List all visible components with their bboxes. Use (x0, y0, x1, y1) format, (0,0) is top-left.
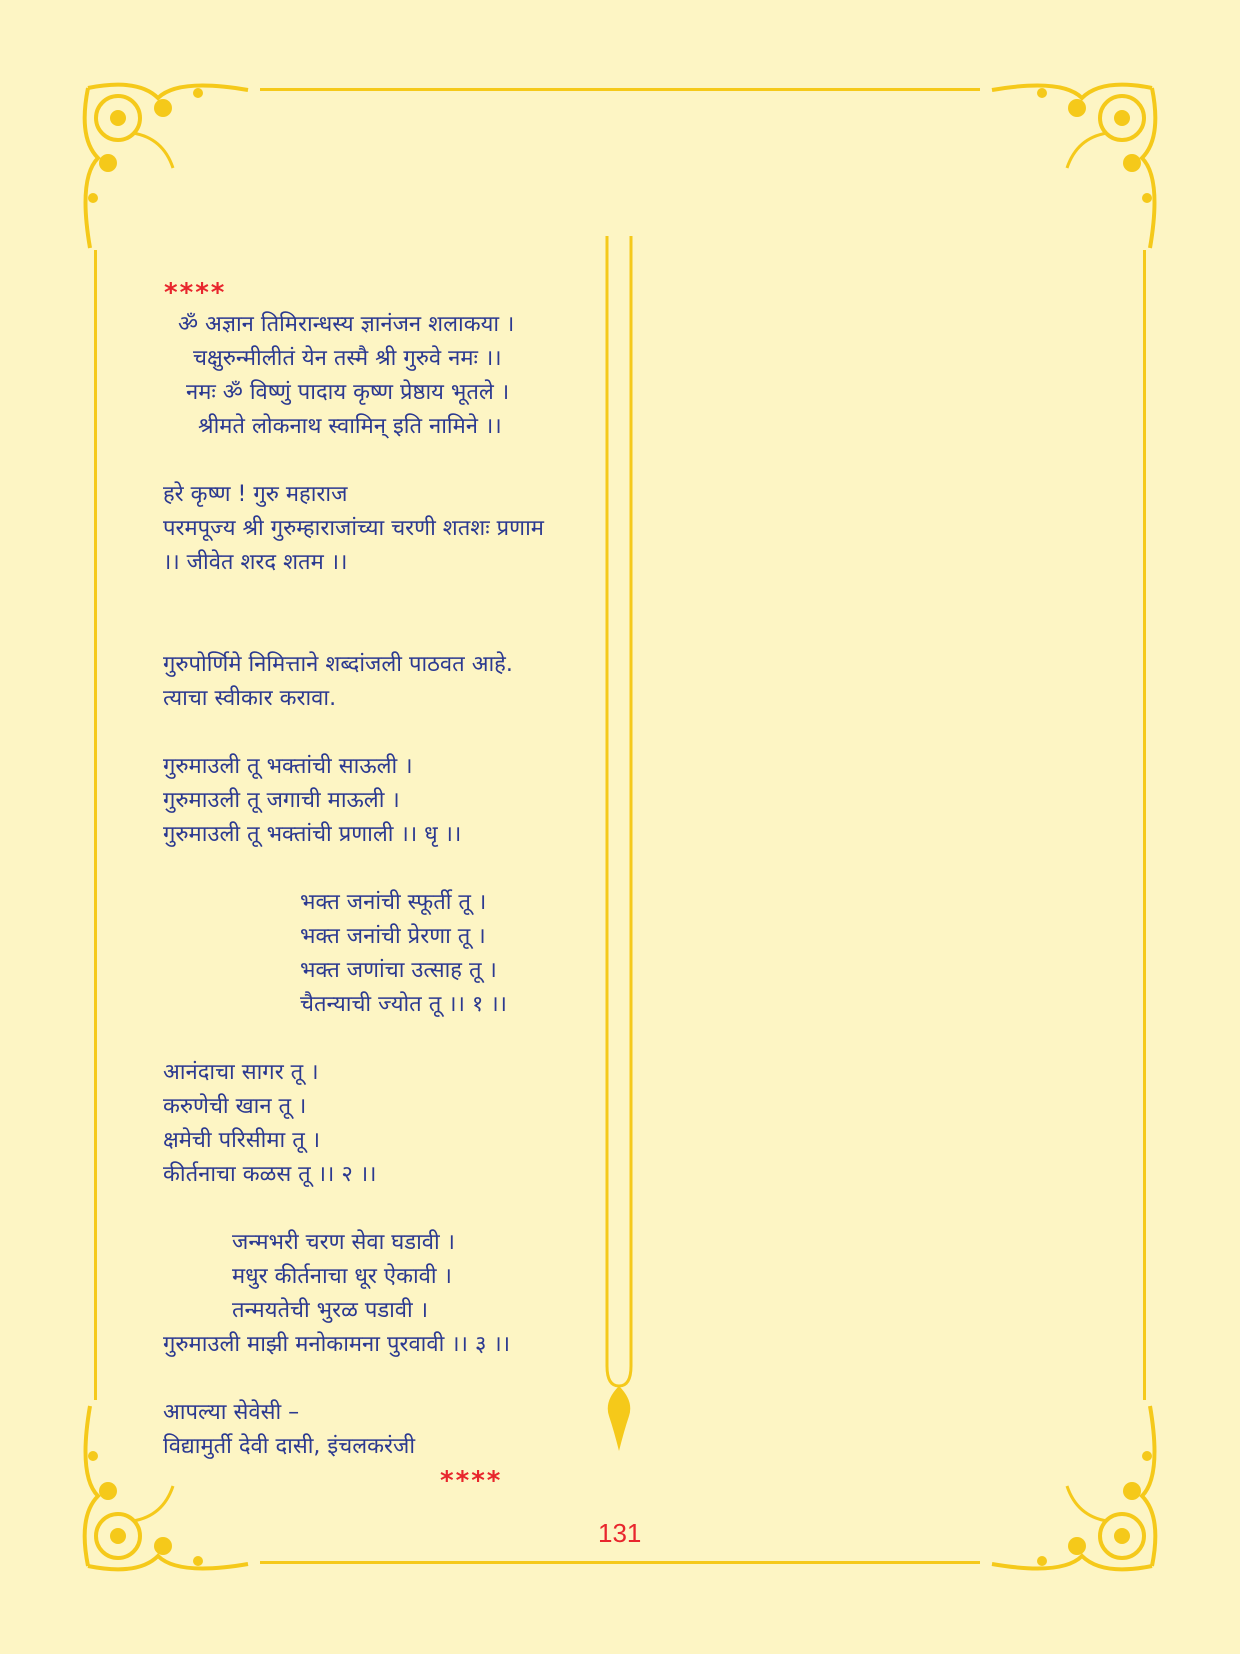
greeting-line: ।। जीवेत शरद शतम ।। (163, 550, 348, 575)
chorus-line: गुरुमाउली तू भक्तांची प्रणाली ।। धृ ।। (163, 822, 462, 847)
mantra-line: ॐ अज्ञान तिमिरान्धस्य ज्ञानंजन शलाकया । (178, 312, 515, 337)
verse1-line: भक्त जनांची स्फूर्ती तू । (300, 890, 487, 915)
verse2-line: कीर्तनाचा कळस तू ।। २ ।। (163, 1162, 377, 1187)
pen-divider-icon (604, 236, 634, 1456)
verse2-line: क्षमेची परिसीमा तू । (163, 1128, 321, 1153)
intro-line: त्याचा स्वीकार करावा. (163, 686, 337, 711)
verse1-line: भक्त जनांची प्रेरणा तू । (300, 924, 486, 949)
stars-top: **** (164, 278, 227, 308)
corner-ornament-top-right (982, 78, 1162, 258)
verse3-line: मधुर कीर्तनाचा धूर ऐकावी । (232, 1264, 452, 1289)
verse2-line: आनंदाचा सागर तू । (163, 1060, 319, 1085)
verse3-line: जन्मभरी चरण सेवा घडावी । (232, 1230, 456, 1255)
mantra-line: चक्षुरुन्मीलीतं येन तस्मै श्री गुरुवे नमः ।। (193, 346, 502, 371)
signature-line: आपल्या सेवेसी – (163, 1400, 300, 1425)
mantra-line: नमः ॐ विष्णुं पादाय कृष्ण प्रेष्ठाय भूतले । (186, 380, 510, 405)
frame-right-line (1143, 250, 1146, 1400)
corner-ornament-top-left (78, 78, 258, 258)
mantra-line: श्रीमते लोकनाथ स्वामिन् इति नामिने ।। (198, 414, 502, 439)
signature-line: विद्यामुर्ती देवी दासी, इंचलकरंजी (163, 1434, 416, 1459)
greeting-line: हरे कृष्ण ! गुरु महाराज (163, 482, 348, 507)
stars-bottom: **** (440, 1466, 503, 1496)
chorus-line: गुरुमाउली तू जगाची माऊली । (163, 788, 400, 813)
greeting-line: परमपूज्य श्री गुरुम्हाराजांच्या चरणी शतशः प्रणाम (163, 516, 544, 541)
intro-line: गुरुपोर्णिमे निमित्ताने शब्दांजली पाठवत आहे. (163, 652, 513, 677)
corner-ornament-bottom-right (982, 1396, 1162, 1576)
frame-top-line (260, 88, 980, 91)
chorus-line: गुरुमाउली तू भक्तांची साऊली । (163, 754, 413, 779)
verse3-line: तन्मयतेची भुरळ पडावी । (232, 1298, 429, 1323)
frame-left-line (94, 250, 97, 1400)
verse3-line: गुरुमाउली माझी मनोकामना पुरवावी ।। ३ ।। (163, 1332, 511, 1357)
verse2-line: करुणेची खान तू । (163, 1094, 307, 1119)
frame-bottom-line (260, 1561, 980, 1564)
verse1-line: भक्त जणांचा उत्साह तू । (300, 958, 497, 983)
page-number: 131 (598, 1518, 642, 1548)
verse1-line: चैतन्याची ज्योत तू ।। १ ।। (300, 992, 508, 1017)
